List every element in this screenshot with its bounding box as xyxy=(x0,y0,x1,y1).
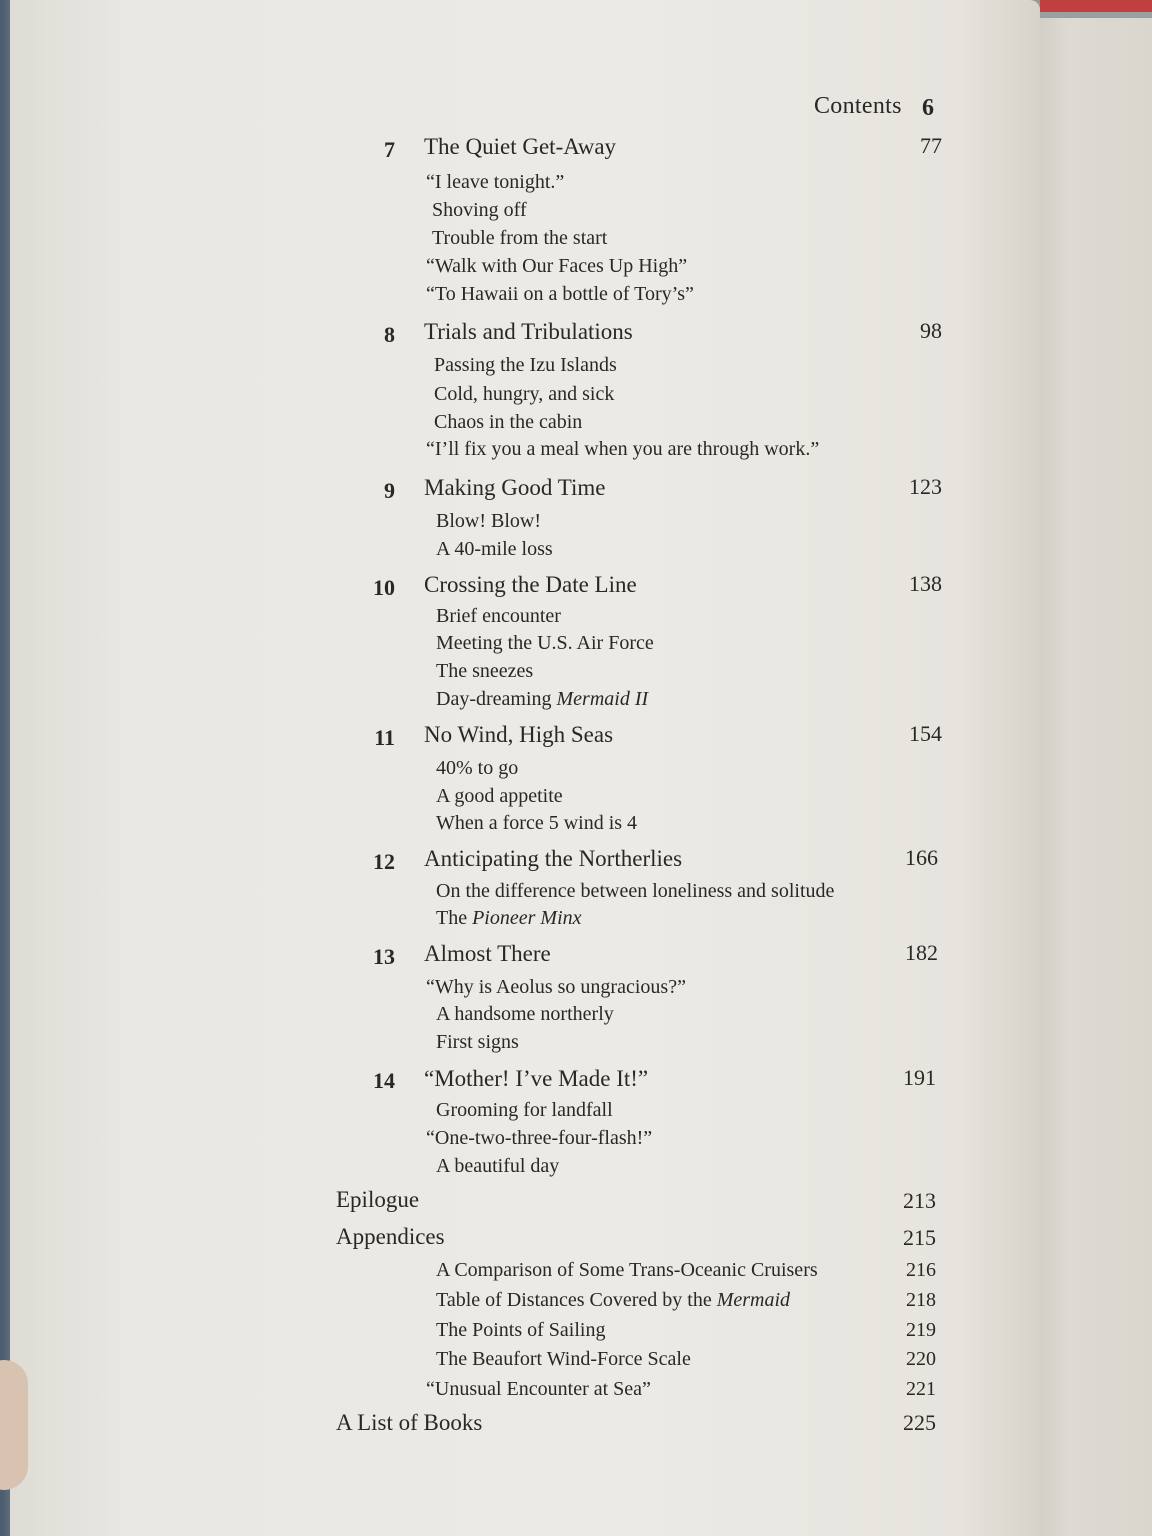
appendix-page: 220 xyxy=(906,1348,936,1370)
chapter-page: 154 xyxy=(909,721,942,746)
chapter-subtopic: “I leave tonight.” xyxy=(426,171,565,193)
appendix-page: 221 xyxy=(906,1378,936,1400)
boat-name: Pioneer Minx xyxy=(472,907,582,929)
epilogue-title: Epilogue xyxy=(336,1187,420,1212)
chapter-subtopic: First signs xyxy=(436,1031,519,1053)
chapter-number: 7 xyxy=(384,137,395,162)
chapter-title: Crossing the Date Line xyxy=(424,572,637,597)
chapter-page: 98 xyxy=(920,318,942,343)
chapter-number: 12 xyxy=(373,849,395,874)
chapter-subtopic: Passing the Izu Islands xyxy=(434,354,617,376)
chapter-subtopic: Brief encounter xyxy=(436,605,561,627)
chapter-subtopic: When a force 5 wind is 4 xyxy=(436,812,638,834)
chapter-subtopic: A beautiful day xyxy=(436,1155,560,1177)
appendix-item: A Comparison of Some Trans-Oceanic Cruisers xyxy=(436,1259,818,1281)
chapter-page: 123 xyxy=(909,474,942,499)
chapter-title: Almost There xyxy=(424,941,551,966)
chapter-number: 14 xyxy=(373,1068,395,1093)
chapter-subtopic: “I’ll fix you a meal when you are through work.” xyxy=(426,438,820,460)
chapter-number: 13 xyxy=(373,944,395,969)
chapter-number: 11 xyxy=(374,725,395,750)
chapter-page: 166 xyxy=(905,845,938,870)
appendix-page: 219 xyxy=(906,1319,936,1341)
chapter-title: The Quiet Get-Away xyxy=(424,134,617,159)
running-head: Contents xyxy=(814,93,902,119)
chapter-title: Anticipating the Northerlies xyxy=(424,846,683,871)
chapter-subtopic: Cold, hungry, and sick xyxy=(434,383,615,405)
appendix-page: 216 xyxy=(906,1259,936,1281)
chapter-subtopic xyxy=(436,689,648,709)
chapter-subtopic: A handsome northerly xyxy=(436,1003,614,1025)
chapter-page: 77 xyxy=(920,133,942,158)
chapter-title: Making Good Time xyxy=(424,475,606,500)
epilogue-page: 213 xyxy=(903,1188,936,1213)
chapter-subtopic: A good appetite xyxy=(436,785,563,807)
chapter-title: Trials and Tribulations xyxy=(424,319,633,344)
chapter-page: 191 xyxy=(903,1065,936,1090)
appendices-title: Appendices xyxy=(336,1224,445,1249)
thumb xyxy=(0,1360,28,1490)
chapter-subtopic: 40% to go xyxy=(436,757,519,779)
chapter-subtopic: On the difference between loneliness and solitude xyxy=(436,880,835,902)
facing-page xyxy=(1032,18,1152,1536)
chapter-subtopic: Trouble from the start xyxy=(432,227,608,249)
books-title: A List of Books xyxy=(336,1410,483,1435)
chapter-page: 182 xyxy=(905,940,938,965)
chapter-subtopic: A 40-mile loss xyxy=(436,538,553,560)
appendix-item: The Points of Sailing xyxy=(436,1319,606,1341)
chapter-subtopic xyxy=(436,908,582,928)
chapter-subtopic: Chaos in the cabin xyxy=(434,411,583,433)
chapter-number: 8 xyxy=(384,322,395,347)
appendix-item-plain: Table of Distances Covered by the xyxy=(436,1289,717,1311)
appendix-page: 218 xyxy=(906,1289,936,1311)
appendix-item xyxy=(436,1290,790,1310)
chapter-subtopic: Grooming for landfall xyxy=(436,1099,613,1121)
chapter-subtopic: “Why is Aeolus so ungracious?” xyxy=(426,976,686,998)
chapter-number: 9 xyxy=(384,478,395,503)
chapter-subtopic: Meeting the U.S. Air Force xyxy=(436,632,654,654)
chapter-subtopic: The sneezes xyxy=(436,660,534,682)
page-number: 6 xyxy=(922,95,934,121)
books-page: 225 xyxy=(903,1410,936,1435)
chapter-subtopic: “One-two-three-four-flash!” xyxy=(426,1127,653,1149)
chapter-page: 138 xyxy=(909,571,942,596)
chapter-subtopic: Shoving off xyxy=(432,199,527,221)
chapter-subtopic: “Walk with Our Faces Up High” xyxy=(426,255,688,277)
appendix-item: The Beaufort Wind-Force Scale xyxy=(436,1348,691,1370)
boat-name: Mermaid xyxy=(716,1289,791,1311)
chapter-title: No Wind, High Seas xyxy=(424,722,614,747)
chapter-title: “Mother! I’ve Made It!” xyxy=(424,1066,649,1091)
subtopic-plain: The xyxy=(436,907,473,929)
appendices-page: 215 xyxy=(903,1225,936,1250)
chapter-number: 10 xyxy=(373,575,395,600)
subtopic-plain: Day-dreaming xyxy=(436,688,557,710)
appendix-item: “Unusual Encounter at Sea” xyxy=(426,1378,651,1400)
boat-name: Mermaid II xyxy=(556,688,649,710)
chapter-subtopic: “To Hawaii on a bottle of Tory’s” xyxy=(426,283,694,305)
chapter-subtopic: Blow! Blow! xyxy=(436,510,541,532)
